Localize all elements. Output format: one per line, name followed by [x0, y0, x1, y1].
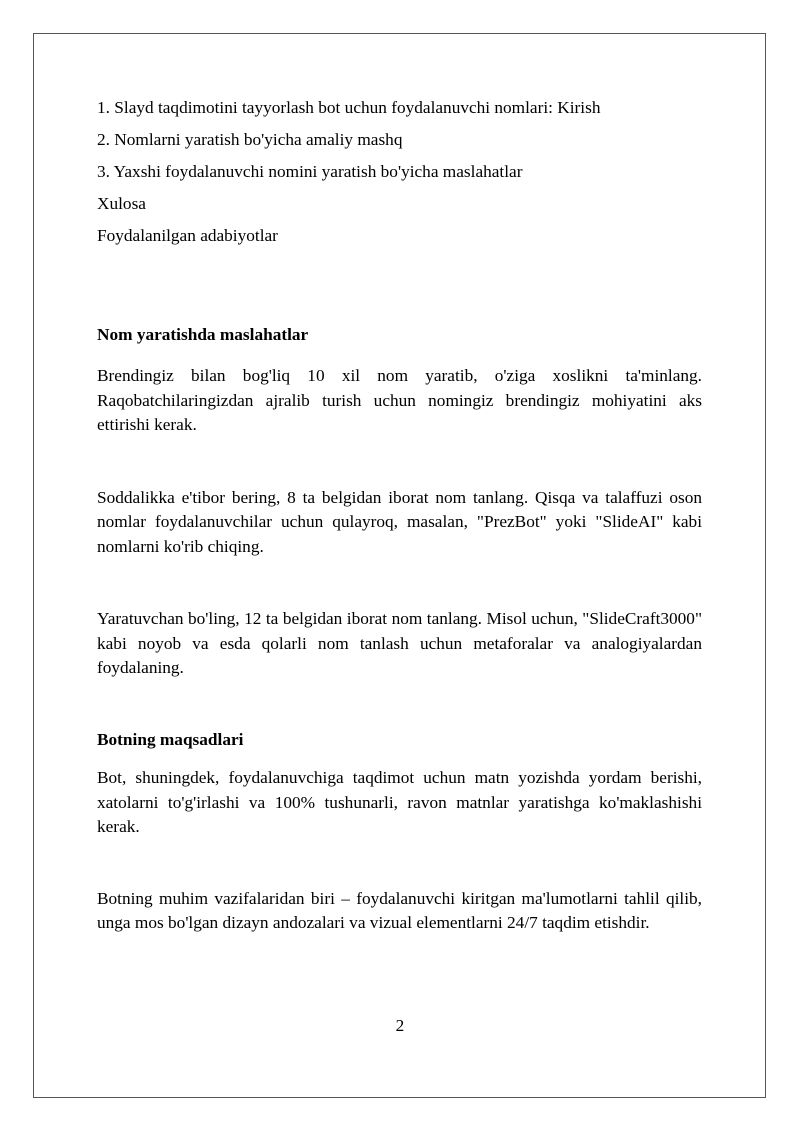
section-heading: Nom yaratishda maslahatlar	[97, 324, 309, 344]
table-of-contents	[97, 96, 702, 249]
toc-item: 2. Nomlarni yaratish bo'yicha amaliy mashq	[97, 130, 403, 149]
page-number: 2	[395, 1016, 405, 1035]
toc-item: 3. Yaxshi foydalanuvchi nomini yaratish bo'yicha maslahatlar	[97, 162, 523, 181]
toc-item: Foydalanilgan adabiyotlar	[97, 226, 278, 245]
paragraph: Soddalikka e'tibor bering, 8 ta belgidan iborat nom tanlang. Qisqa va talaffuzi oson nomlar foydalanuvchilar uchun qulayroq, masalan, "PrezBot" yoki "SlideAI" kabi nomlarni ko'rib chiqing.	[97, 487, 702, 556]
paragraph: Bot, shuningdek, foydalanuvchiga taqdimot uchun matn yozishda yordam berishi, xatolarni to'g'irlashi va 100% tushunarli, ravon matnlar yaratishga ko'maklashishi kerak.	[97, 768, 702, 836]
paragraph: Brendingiz bilan bog'liq 10 xil nom yaratib, o'ziga xoslikni ta'minlang. Raqobatchilaringizdan ajralib turish uchun nomingiz brendingiz mohiyatini aks ettirishi kerak.	[97, 366, 702, 434]
document-body	[97, 96, 702, 936]
toc-item: Xulosa	[97, 194, 146, 213]
paragraph: Botning muhim vazifalaridan biri – foydalanuvchi kiritgan ma'lumotlarni tahlil qilib, unga mos bo'lgan dizayn andozalari va vizual elementlarni 24/7 taqdim etishdir.	[97, 888, 702, 932]
toc-item: 1. Slayd taqdimotini tayyorlash bot uchun foydalanuvchi nomlari: Kirish	[97, 98, 601, 117]
section-heading: Botning maqsadlari	[97, 729, 244, 749]
paragraph: Yaratuvchan bo'ling, 12 ta belgidan iborat nom tanlang. Misol uchun, "SlideCraft3000" kabi noyob va esda qolarli nom tanlash uchun metaforalar va analogiyalardan foydalaning.	[97, 609, 702, 677]
